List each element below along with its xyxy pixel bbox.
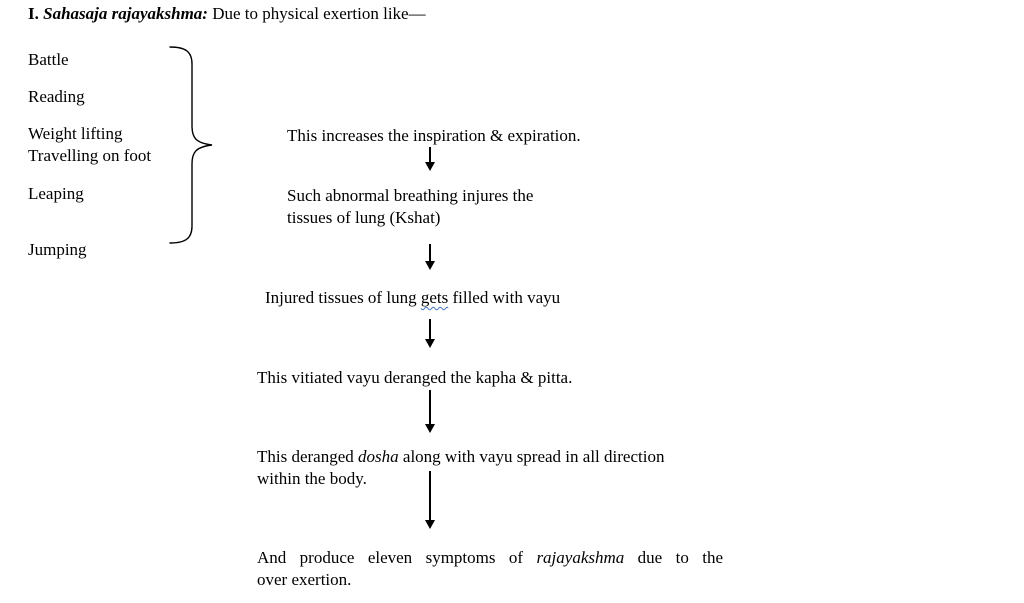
flow-step-4: This vitiated vayu deranged the kapha & pitta. [257,368,573,387]
curly-brace-icon [168,46,214,244]
flow-step-5-line-2: within the body. [257,469,367,488]
flow-step-3-text-pre: Injured tissues of lung [265,288,421,307]
flow-step-5-text-post: along with vayu spread in all direction [398,447,665,466]
down-arrow-icon [429,244,431,261]
list-item-jumping: Jumping [28,240,87,259]
flow-step-2 [287,185,533,229]
flow-step-5 [257,446,727,490]
flow-step-6-line-2: over exertion. [257,570,352,589]
down-arrow-icon [429,319,431,339]
section-subtitle: Due to physical exertion like— [207,4,426,23]
flow-step-6 [257,547,723,591]
section-numeral: I. [28,4,39,23]
list-item-weight-lifting: Weight lifting [28,124,123,143]
list-item-leaping: Leaping [28,184,84,203]
flow-step-3-text-post: filled with vayu [448,288,561,307]
flow-step-6-text-post: due to the [624,548,723,567]
flow-step-1: This increases the inspiration & expiration. [287,126,581,145]
flow-step-6-italic-term: rajayakshma [536,548,625,567]
flow-step-6-text-pre: And produce eleven symptoms of [257,548,537,567]
flow-step-2-line-1: Such abnormal breathing injures the [287,186,534,205]
down-arrow-icon [429,471,431,520]
flow-step-5-line-1 [257,446,727,468]
flow-step-5-italic-term: dosha [358,447,399,466]
list-item-battle: Battle [28,50,69,69]
flow-step-5-text-pre: This deranged [257,447,359,466]
section-heading: Sahasaja rajayakshma: [38,4,208,23]
spellcheck-flagged-word: gets [420,288,449,307]
down-arrow-icon [429,390,431,424]
down-arrow-icon [429,147,431,162]
section-title [28,3,426,25]
flow-step-2-line-2: tissues of lung (Kshat) [287,208,441,227]
flow-step-3 [265,287,560,309]
list-item-reading: Reading [28,87,85,106]
flow-step-6-line-1 [257,547,723,569]
list-item-travelling-on-foot: Travelling on foot [28,146,152,165]
